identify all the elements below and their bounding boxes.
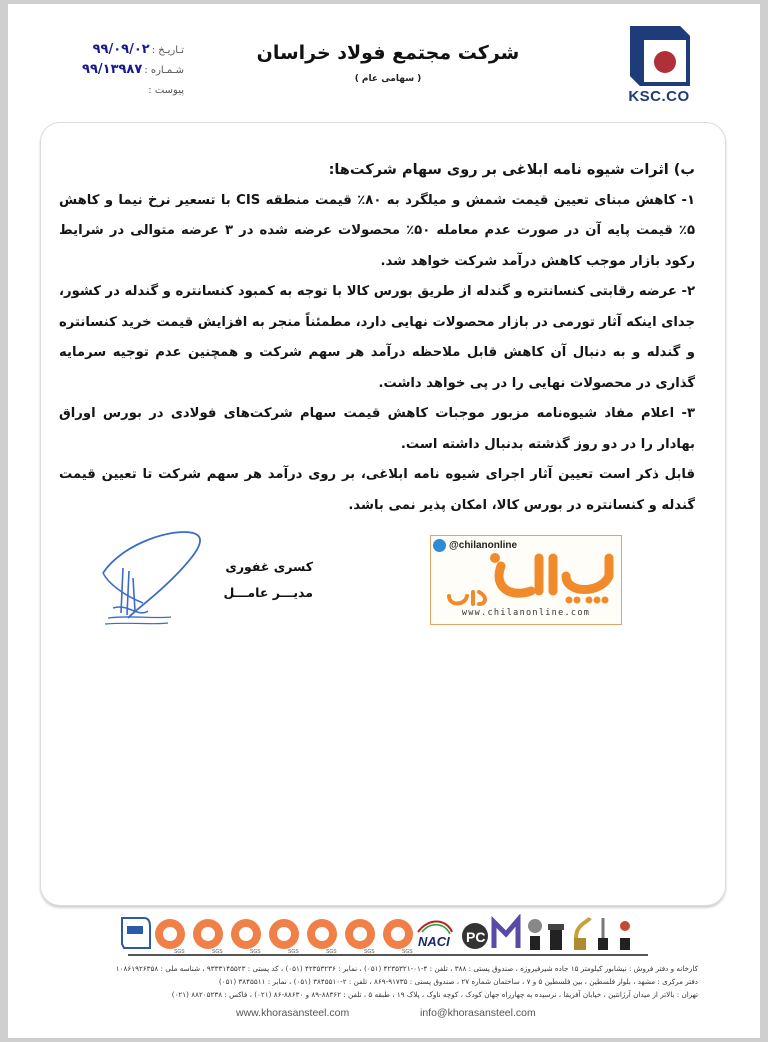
letter-body <box>59 155 695 521</box>
body-paragraph: قابل ذکر است تعیین آثار اجرای شیوه نامه ابلاغی، بر روی درآمد هر سهم شرکت تا تعیین قیمت گندله و کنسانتره در بورس کالا، امکان پذیر نمی باشد. <box>59 467 695 513</box>
isiri-badge <box>122 918 150 948</box>
sgs-badge <box>231 919 261 954</box>
naci-badge <box>418 922 452 950</box>
award-trophy <box>574 918 590 950</box>
website-link[interactable]: www.khorasansteel.com <box>236 1007 350 1019</box>
ksc-cube-icon <box>624 24 694 88</box>
letter-body-frame <box>40 122 726 906</box>
signer-title: مدیـــر عامـــل <box>223 585 313 600</box>
svg-text:SGS: SGS <box>250 949 261 954</box>
svg-text:SGS: SGS <box>326 949 337 954</box>
signer-name: کسری غفوری <box>225 559 313 574</box>
award-trophy <box>528 919 542 950</box>
chilanonline-watermark <box>430 535 622 625</box>
svg-text:SGS: SGS <box>288 949 299 954</box>
meta-date <box>64 40 184 60</box>
meta-number-label: شـمـاره : <box>144 65 184 76</box>
meta-attachment <box>64 80 184 100</box>
letter-meta <box>64 40 184 100</box>
sgs-badge <box>383 919 413 954</box>
telegram-icon <box>433 539 446 552</box>
meta-number <box>64 60 184 80</box>
sgs-badge <box>155 919 185 954</box>
sgs-badge <box>345 919 375 954</box>
body-paragraph: ۲- عرضه رقابتی کنسانتره و گندله از طریق بورس کالا با توجه به کمبود کنسانتره و گندله در کشور، جدای اینکه آثار تورمی در بازار محصولات نهایی دارد، مطمئناً منجر به افزایش قیمت خرید کنسانتره و گندله و به دنبال آن کاهش قابل ملاحظه درآمد هر سهم شرکت و همچنین عدم توجیه سرمایه گذاری در محصولات نهایی را در پی خواهد داشت. <box>59 284 695 391</box>
sgs-badge <box>193 919 223 954</box>
sgs-badge <box>269 919 299 954</box>
company-name: شرکت مجتمع فولاد خراسان <box>256 42 520 64</box>
letter-page <box>8 4 760 1038</box>
watermark-url: www.chilanonline.com <box>461 608 591 618</box>
section-heading: ب) اثرات شیوه نامه ابلاغی بر روی سهام شرکت‌ها: <box>328 162 695 178</box>
email-link[interactable]: info@khorasansteel.com <box>420 1007 536 1019</box>
telegram-handle: @chilanonline <box>449 540 518 551</box>
meta-attachment-label: پیوست : <box>148 85 184 96</box>
signature-block <box>93 523 313 633</box>
svg-text:SGS: SGS <box>174 949 185 954</box>
address-factory: کارخانه و دفتر فروش : نیشابور کیلومتر ۱۵ جاده شیرفیروزه ، صندوق پستی : ۳۸۸ ، تلفن : ۴-۰۱-۴۲۳۵۳۲۱ (۰۵۱) ، نمابر : ۴۲۳۵۳۲۳۶ (۰۵۱) ، کد پستی : ۹۳۳۳۱۴۵۵۲۳ ، شناسه ملی : ۱۰۸۶۱۹۲۶۳۵۸ <box>115 964 698 973</box>
company-type: ( سهامی عام ) <box>354 74 422 84</box>
m-badge <box>494 920 518 948</box>
company-header <box>238 42 538 84</box>
svg-text:PC: PC <box>466 929 486 945</box>
body-paragraph: ۱- کاهش مبنای تعیین قیمت شمش و میلگرد به ۸۰٪ قیمت منطقه CIS با تسعیر نرخ نیما و کاهش ۵٪ قیمت پایه آن در صورت عدم معامله ۵۰٪ محصولات عرضه شده در ۳ عرضه متوالی در شرایط رکود بازار موجب کاهش درآمد شرکت خواهد شد. <box>59 192 696 269</box>
svg-text:NACI: NACI <box>418 934 450 949</box>
certification-badges <box>120 914 650 954</box>
sgs-badge <box>307 919 337 954</box>
footer-addresses <box>68 962 698 1001</box>
address-head-office: دفتر مرکزی : مشهد ، بلوار فلسطین ، بین فلسطین ۵ و ۷ ، ساختمان شماره ۲۷ ، صندوق پستی : ۹۱۷۳۵-۸۶۹ ، تلفن : ۲-۳۸۴۵۵۱۰ (۰۵۱) ، نمابر : ۳۸۴۵۵۱۱ (۰۵۱) <box>218 977 698 986</box>
meta-number-value: ۹۹/۱۳۹۸۷ <box>82 62 143 77</box>
company-logo <box>624 24 694 112</box>
svg-text:SGS: SGS <box>402 949 413 954</box>
logo-text: KSC.CO <box>628 88 690 105</box>
svg-text:SGS: SGS <box>212 949 223 954</box>
footer-divider <box>128 954 648 956</box>
award-trophy <box>620 921 630 950</box>
meta-date-label: تـاریـخ : <box>151 45 184 56</box>
award-trophy <box>598 918 608 950</box>
svg-text:SGS: SGS <box>364 949 375 954</box>
award-trophy <box>548 924 564 950</box>
address-tehran: تهران : بالاتر از میدان آرژانتین ، خیابان آفریقا ، نرسیده به چهارراه جهان کودک ، کوچه ناوک ، پلاک ۱۹ ، طبقه ۵ ، تلفن : ۸۸۳۶۲-۸۹ و ۸۸۶۳۰-۸۶ (۰۲۱) ، فاکس : ۸۸۲۰۵۲۳۸ (۰۲۱) <box>171 990 698 999</box>
meta-date-value: ۹۹/۰۹/۰۲ <box>92 42 150 57</box>
signature-scribble-icon <box>93 523 213 633</box>
body-paragraph: ۳- اعلام مفاد شیوه‌نامه مزبور موجبات کاهش قیمت سهام شرکت‌های فولادی در بورس اوراق بهادار را در دو روز گذشته بدنبال داشته است. <box>59 406 695 452</box>
gost-r-badge <box>462 923 488 949</box>
